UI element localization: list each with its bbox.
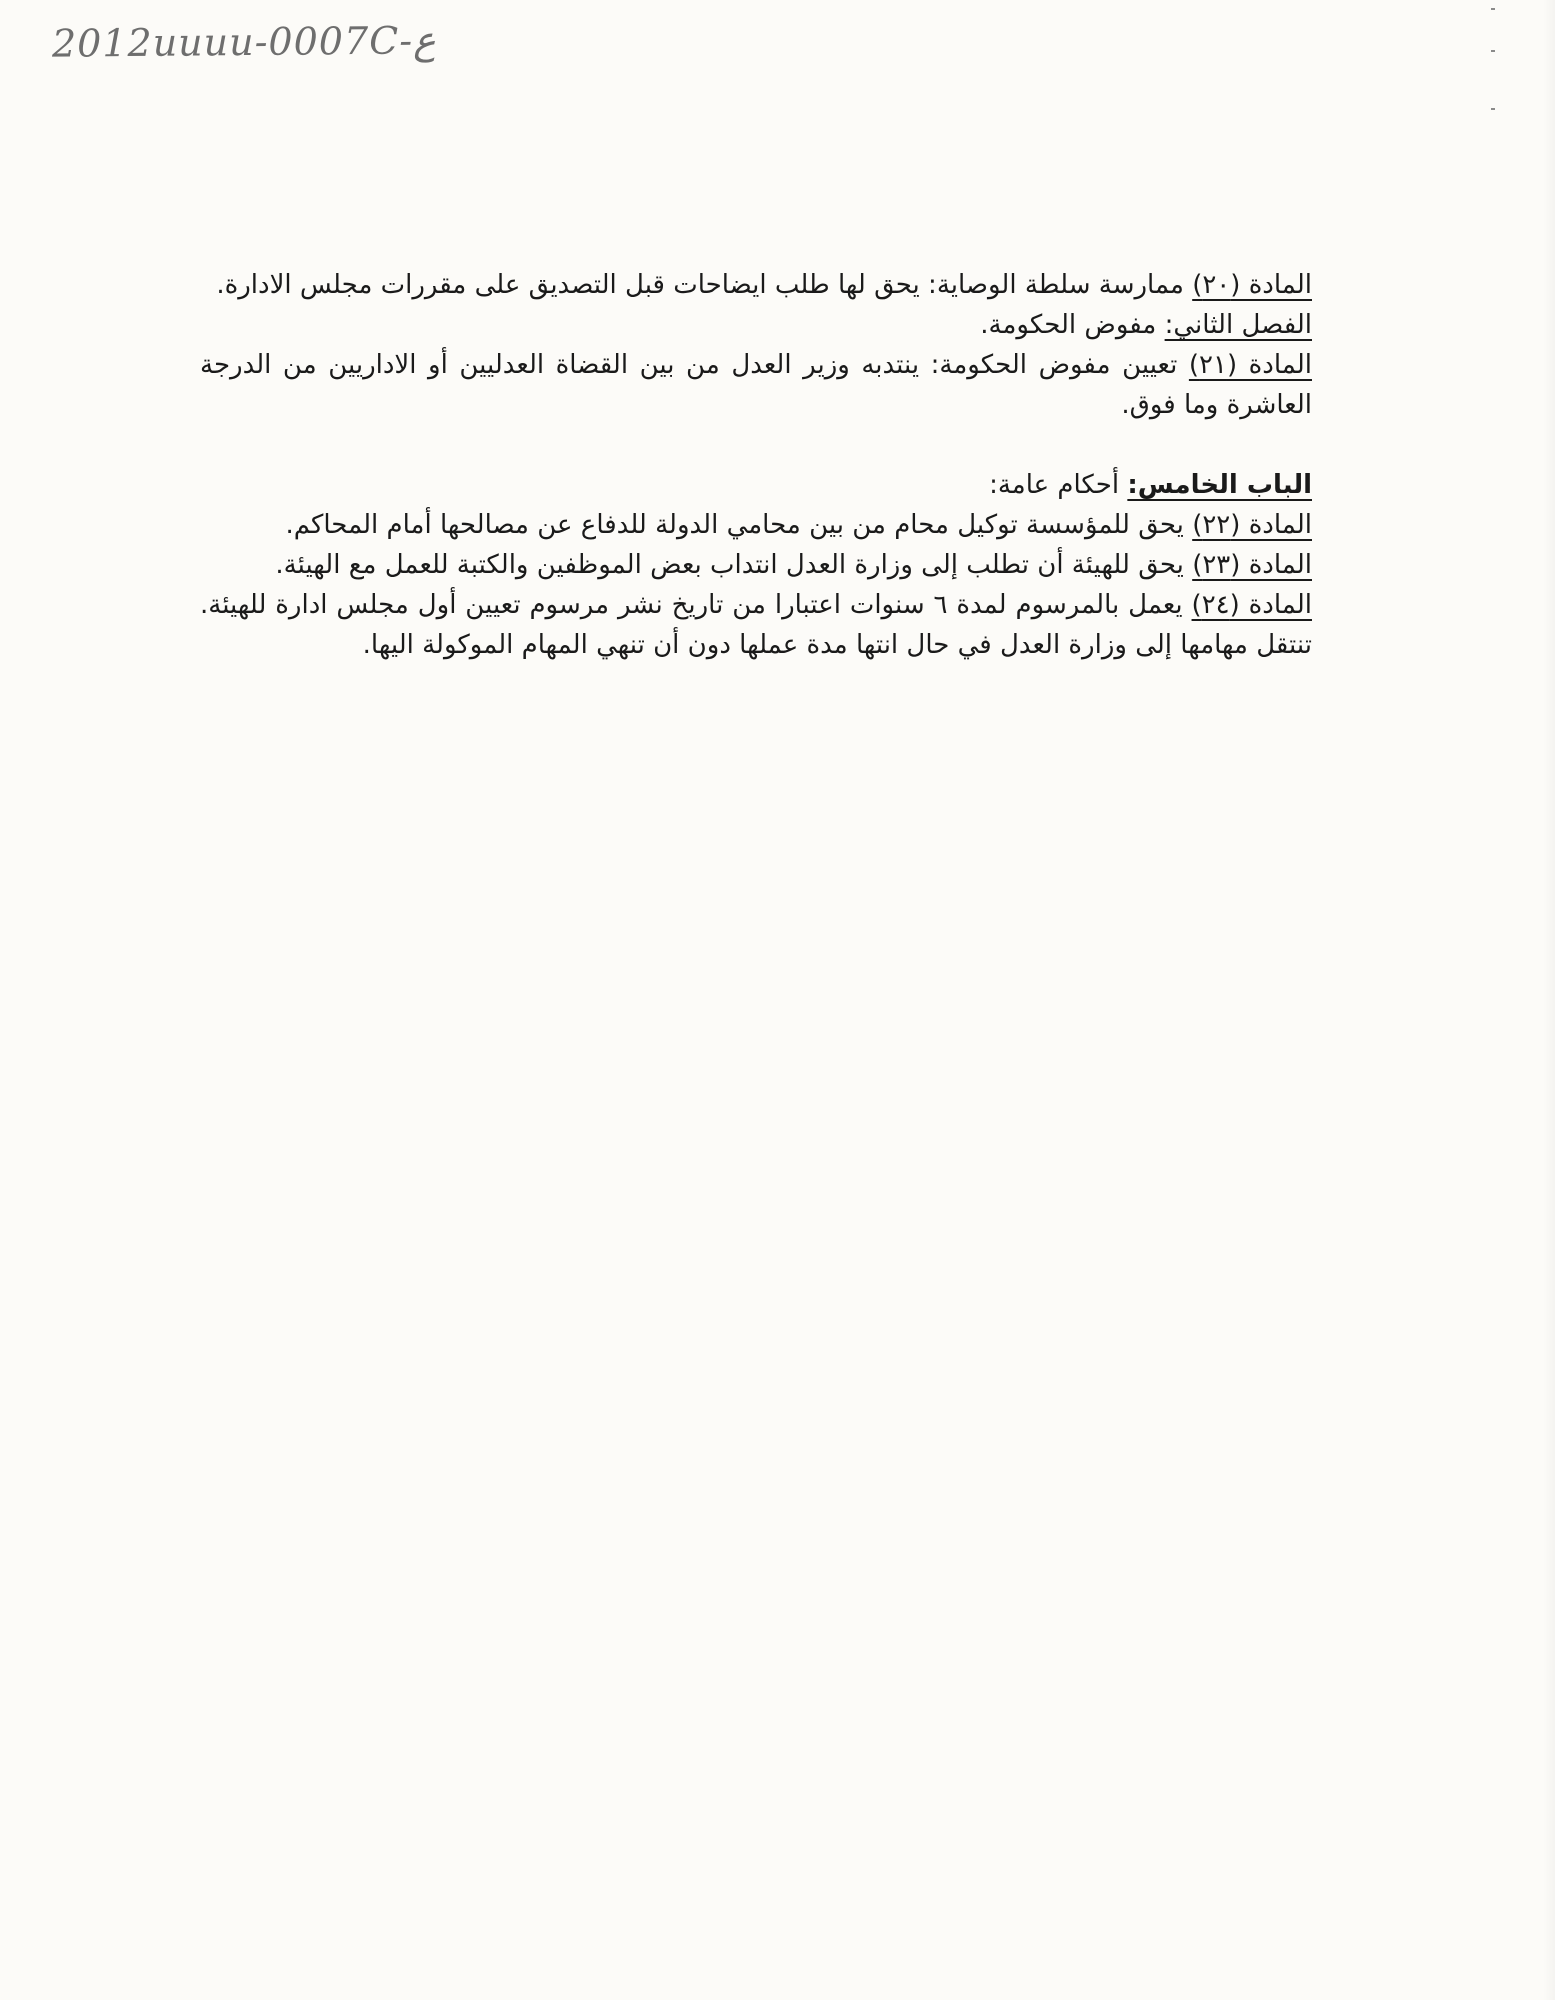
- handwritten-reference-number: 2012uuuu-0007C-ع: [51, 18, 436, 66]
- article-23-label: المادة (٢٣): [1192, 550, 1312, 580]
- article-22-text: يحق للمؤسسة توكيل محام من بين محامي الدولة للدفاع عن مصالحها أمام المحاكم.: [285, 510, 1193, 540]
- article-23-text: يحق للهيئة أن تطلب إلى وزارة العدل انتداب بعض الموظفين والكتبة للعمل مع الهيئة.: [275, 550, 1193, 580]
- article-23-paragraph: [200, 545, 1312, 585]
- chapter-2-label: الفصل الثاني:: [1164, 310, 1312, 340]
- article-20-label: المادة (٢٠): [1192, 270, 1312, 300]
- scan-edge-mark: [1491, 8, 1495, 10]
- part-5-paragraph: [200, 465, 1312, 505]
- scan-edge-shadow: [1543, 0, 1555, 2000]
- scan-edge-mark: [1491, 50, 1495, 52]
- article-21-paragraph: [200, 345, 1312, 425]
- article-22-paragraph: [200, 505, 1312, 545]
- article-21-text: تعيين مفوض الحكومة: ينتدبه وزير العدل من بين القضاة العدليين أو الاداريين من الدرجة العاشرة وما فوق.: [200, 350, 1312, 420]
- article-24-text: يعمل بالمرسوم لمدة ٦ سنوات اعتبارا من تاريخ نشر مرسوم تعيين أول مجلس ادارة للهيئة. تنتقل مهامها إلى وزارة العدل في حال انتها مدة عملها دون أن تنهي المهام الموكولة اليها.: [200, 590, 1312, 660]
- article-21-label: المادة (٢١): [1188, 350, 1312, 380]
- article-20-text: ممارسة سلطة الوصاية: يحق لها طلب ايضاحات قبل التصديق على مقررات مجلس الادارة.: [216, 270, 1193, 300]
- scan-edge-mark: [1491, 108, 1495, 110]
- article-24-label: المادة (٢٤): [1191, 590, 1312, 620]
- part-5-label: الباب الخامس:: [1127, 470, 1312, 500]
- section-spacer: [200, 425, 1312, 465]
- article-20-paragraph: [200, 265, 1312, 305]
- article-24-paragraph: [200, 585, 1312, 665]
- chapter-2-paragraph: [200, 305, 1312, 345]
- part-5-text: أحكام عامة:: [989, 470, 1128, 500]
- article-22-label: المادة (٢٢): [1192, 510, 1312, 540]
- chapter-2-text: مفوض الحكومة.: [980, 310, 1165, 340]
- document-body: [200, 265, 1312, 665]
